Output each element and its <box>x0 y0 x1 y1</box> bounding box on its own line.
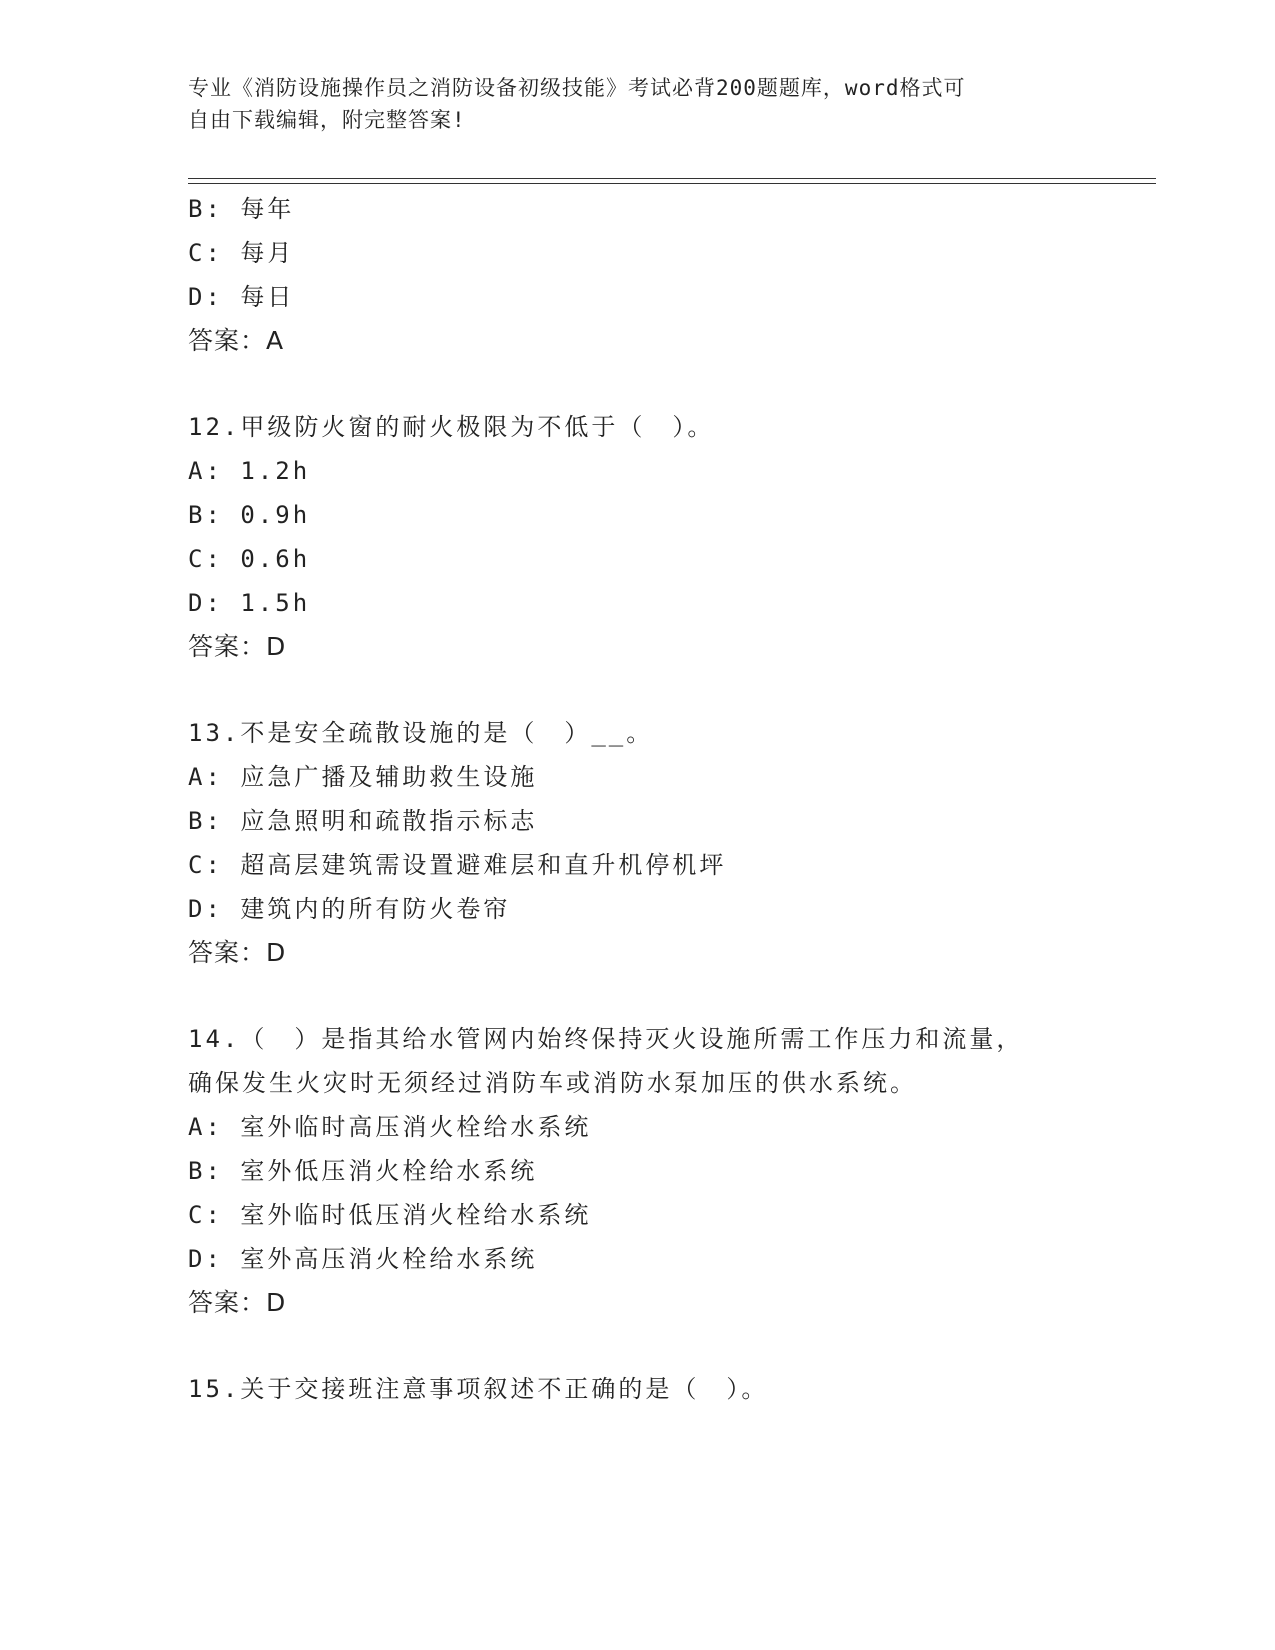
q14-option-c: C: 室外临时低压消火栓给水系统 <box>188 1201 592 1229</box>
header-divider-bottom <box>188 183 1156 184</box>
q12-option-c: C: 0.6h <box>188 545 311 573</box>
q12-option-d: D: 1.5h <box>188 589 311 617</box>
q15-stem: 15.关于交接班注意事项叙述不正确的是（ ）。 <box>188 1375 769 1403</box>
header-line-1: 专业《消防设施操作员之消防设备初级技能》考试必背200题题库，word格式可 <box>188 76 966 100</box>
q12-option-b: B: 0.9h <box>188 501 311 529</box>
document-header <box>188 72 1068 136</box>
q13-option-d: D: 建筑内的所有防火卷帘 <box>188 895 511 923</box>
q13-stem: 13.不是安全疏散设施的是（ ）__。 <box>188 719 654 747</box>
q11-option-d: D: 每日 <box>188 283 295 311</box>
q14-option-b: B: 室外低压消火栓给水系统 <box>188 1157 538 1185</box>
header-divider-top <box>188 178 1156 179</box>
q12-stem: 12.甲级防火窗的耐火极限为不低于（ ）。 <box>188 413 715 441</box>
q14-answer: 答案：D <box>188 1288 287 1317</box>
header-line-2: 自由下载编辑，附完整答案! <box>188 108 466 132</box>
q13-option-c: C: 超高层建筑需设置避难层和直升机停机坪 <box>188 851 727 879</box>
q11-option-c: C: 每月 <box>188 239 295 267</box>
q13-option-b: B: 应急照明和疏散指示标志 <box>188 807 538 835</box>
q12-answer: 答案：D <box>188 632 287 661</box>
q13-option-a: A: 应急广播及辅助救生设施 <box>188 763 538 791</box>
q14-stem-line-1: 14.（ ）是指其给水管网内始终保持灭火设施所需工作压力和流量， <box>188 1025 1024 1053</box>
q12-option-a: A: 1.2h <box>188 457 311 485</box>
q14-stem-line-2: 确保发生火灾时无须经过消防车或消防水泵加压的供水系统。 <box>188 1069 917 1097</box>
q14-option-a: A: 室外临时高压消火栓给水系统 <box>188 1113 592 1141</box>
q11-answer: 答案：A <box>188 326 285 355</box>
q14-option-d: D: 室外高压消火栓给水系统 <box>188 1245 538 1273</box>
q13-answer: 答案：D <box>188 938 287 967</box>
q11-option-b: B: 每年 <box>188 195 295 223</box>
